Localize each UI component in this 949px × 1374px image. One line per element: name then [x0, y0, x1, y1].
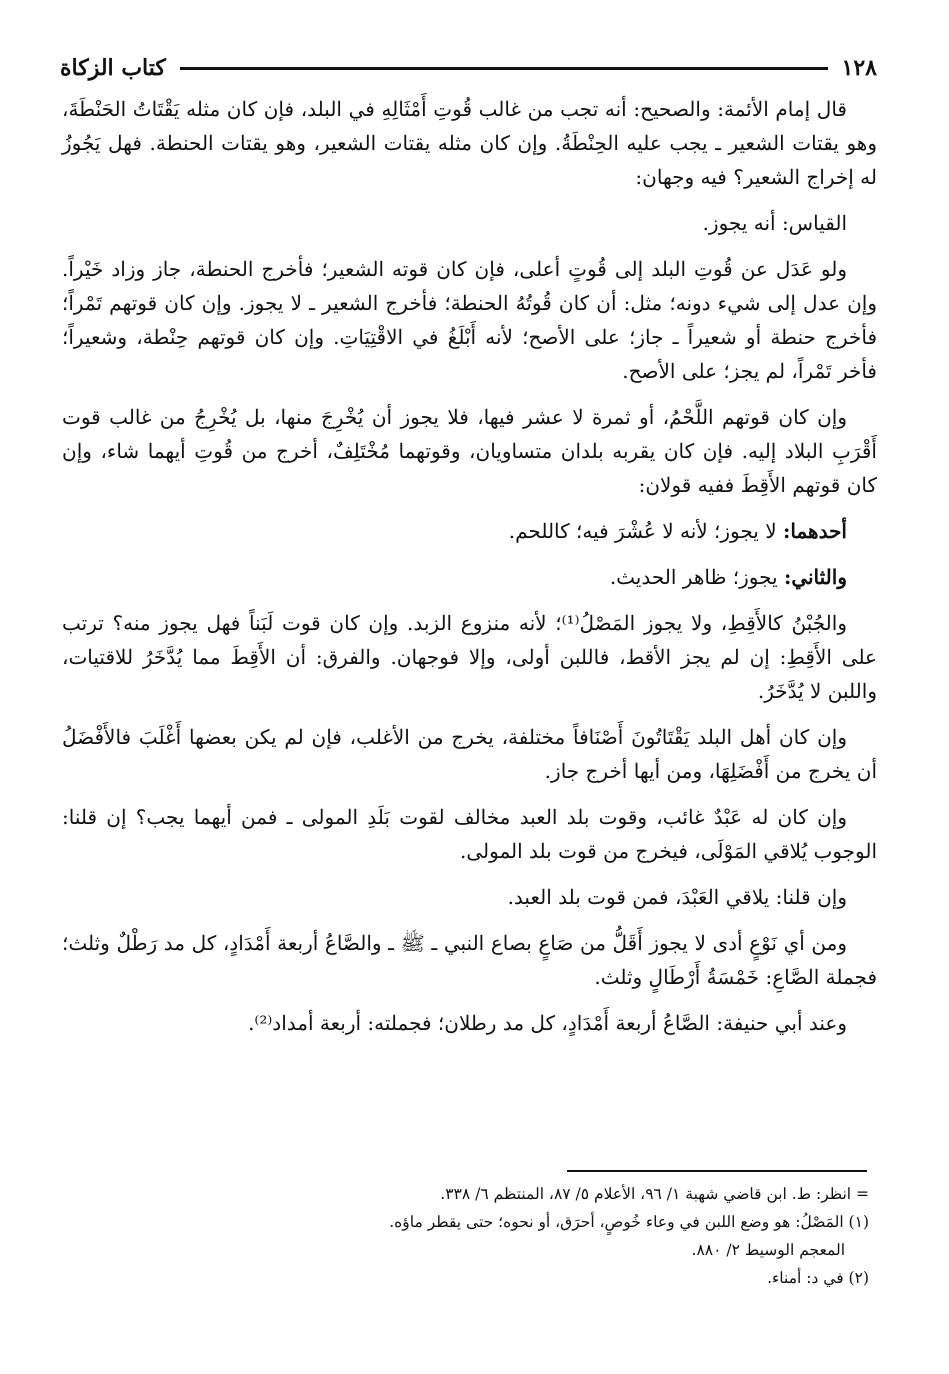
footnote: (١) المَصْلُ: هو وضع اللبن في وعاء خُوصٍ، أحرَق، أو نحوه؛ حتى يقطر ماؤه. [389, 1213, 869, 1231]
paragraph [62, 514, 877, 548]
paragraph [62, 252, 877, 388]
paragraph-text: يجوز؛ ظاهر الحديث. [609, 565, 784, 589]
header-rule [180, 67, 828, 70]
paragraph-text: وإن قلنا: يلاقي العَبْدَ، فمن قوت بلد العبد. [507, 885, 847, 909]
paragraph-text: والجُبْنُ كالأَقِطِ، ولا يجوز المَصْلُ⁽¹⁾؛ لأنه منزوع الزبد. وإن كان قوت لَبَناً فهل يجوز منه؟ ترتب على الأَقِطِ: إن لم يجز الأقط، فاللبن أولى، وإلا فوجهان. والفرق: أن الأَقِطَ مما يُدَّخَرُ للاقتيات، واللبن لا يُدَّخَرُ. [62, 611, 877, 703]
paragraph-text: وإن كان له عَبْدٌ غائب، وقوت بلد العبد مخالف لقوت بَلَدِ المولى ـ فمن أيهما يجب؟ إن قلنا: الوجوب يُلاقي المَوْلَى، فيخرج من قوت بلد المولى. [62, 805, 877, 863]
paragraph [62, 880, 877, 914]
paragraph-text: ولو عَدَل عن قُوتِ البلد إلى قُوتٍ أعلى، فإن كان قوته الشعير؛ فأخرج الحنطة، جاز وزاد خَيْراً. وإن عدل إلى شيء دونه؛ مثل: أن كان قُوتُهُ الحنطة؛ فأخرج الشعير ـ لا يجوز. وإن كان قوتهم تَمْراً؛ فأخرج حنطة أو شعيراً ـ جاز؛ على الأصح؛ لأنه أَبْلَغُ في الاقْتِيَاتِ. وإن كان قوتهم حِنْطة، وشعيراً؛ فأخر تَمْراً، لم يجز؛ على الأصح. [62, 257, 877, 383]
paragraph-text: القياس: أنه يجوز. [702, 211, 847, 235]
paragraph [62, 1006, 877, 1040]
paragraph-lead: والثاني: [783, 565, 847, 589]
running-title: كتاب الزكاة [60, 55, 166, 81]
paragraph [62, 606, 877, 708]
paragraph [62, 800, 877, 868]
paragraph-text: وعند أبي حنيفة: الصَّاعُ أربعة أَمْدَادٍ، كل مد رطلان؛ فجملته: أربعة أمداد⁽²⁾. [248, 1011, 847, 1035]
paragraph-lead: أحدهما: [782, 519, 847, 543]
page-header [60, 48, 877, 88]
footnote: (٢) في د: أمناء. [767, 1269, 869, 1287]
footnotes [62, 1180, 869, 1292]
paragraph [62, 206, 877, 240]
main-text [62, 92, 877, 1052]
paragraph-text: لا يجوز؛ لأنه لا عُشْرَ فيه؛ كاللحم. [508, 519, 783, 543]
paragraph-text: ومن أي نَوْعٍ أدى لا يجوز أَقَلُّ من صَاعٍ بصاع النبي ـ ﷺ ـ والصَّاعُ أربعة أَمْدَادٍ، كل مد رَطْلٌ وثلث؛ فجملة الصَّاعِ: خَمْسَةُ أَرْطَالٍ وثلث. [62, 931, 877, 989]
paragraph [62, 560, 877, 594]
paragraph-text: وإن كان قوتهم اللَّحْمُ، أو ثمرة لا عشر فيها، فلا يجوز أن يُخْرِجَ منها، بل يُخْرِجُ من غالب قوت أَقْرَبِ البلاد إليه. فإن كان يقربه بلدان متساويان، وقوتهما مُخْتَلِفٌ، أخرج من قُوتِ أيهما شاء، وإن كان قوتهم الأَقِطَ ففيه قولان: [62, 405, 877, 497]
paragraph-text: وإن كان أهل البلد يَقْتَاتُونَ أَصْنَافاً مختلفة، يخرج من الأغلب، فإن لم يكن بعضها أَغْلَبَ فالأَفْضَلُ أن يخرج من أَفْضَلِهَا، ومن أيها أخرج جاز. [62, 725, 877, 783]
paragraph-text: قال إمام الأئمة: والصحيح: أنه تجب من غالب قُوتِ أَمْثَالِهِ في البلد، فإن كان مثله يَقْتَاتُ الحَنْطَةَ، وهو يقتات الشعير ـ يجب عليه الحِنْطَةُ. وإن كان مثله يقتات الشعير، وهو يقتات الحنطة. فهل يَجُوزُ له إخراج الشعير؟ فيه وجهان: [62, 97, 877, 189]
footnote-separator [567, 1170, 867, 1172]
paragraph [62, 926, 877, 994]
paragraph [62, 400, 877, 502]
footnote: المعجم الوسيط ٢/ ٨٨٠. [691, 1241, 845, 1259]
paragraph [62, 720, 877, 788]
paragraph [62, 92, 877, 194]
page-number: ١٢٨ [841, 55, 877, 81]
footnote: = انظر: ط. ابن قاضي شهبة ١/ ٩٦، الأعلام ٥/ ٨٧، المنتظم ٦/ ٣٣٨. [440, 1185, 869, 1203]
